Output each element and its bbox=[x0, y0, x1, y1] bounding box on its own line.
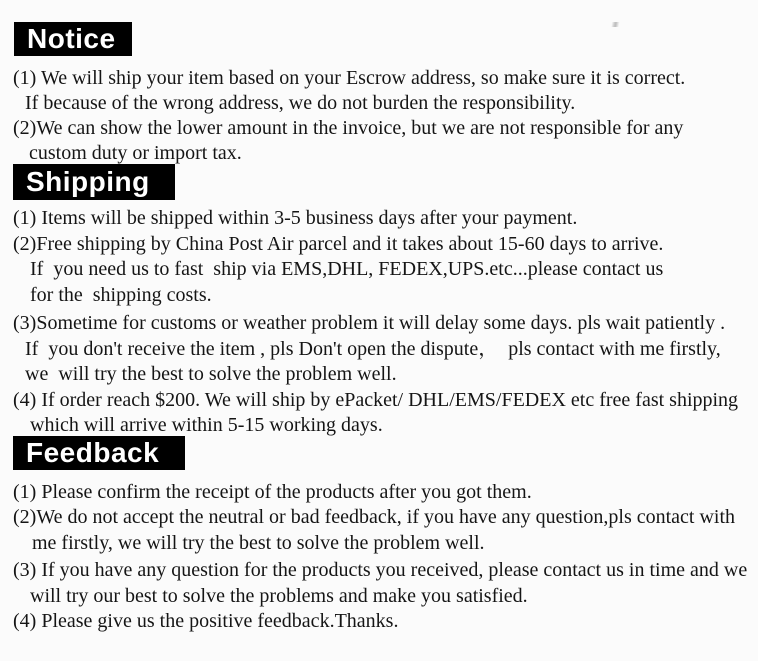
shipping-line-8: (4) If order reach $200. We will ship by ePacket/ DHL/EMS/FEDEX etc free fast shipping bbox=[13, 388, 739, 411]
notice-header: Notice bbox=[14, 22, 132, 56]
shipping-section bbox=[0, 164, 758, 439]
notice-line-4: custom duty or import tax. bbox=[29, 142, 242, 164]
shipping-lines bbox=[0, 206, 758, 439]
shipping-line-7: we will try the best to solve the problem well. bbox=[25, 363, 397, 385]
feedback-line-6: (4) Please give us the positive feedback.Thanks. bbox=[13, 610, 399, 632]
feedback-line-3: me firstly, we will try the best to solve the problem well. bbox=[32, 531, 485, 554]
shipping-line-3: If you need us to fast ship via EMS,DHL, FEDEX,UPS.etc...please contact us bbox=[30, 258, 664, 280]
shipping-line-5: (3)Sometime for customs or weather problem it will delay some days. pls wait patiently . bbox=[13, 312, 726, 334]
shipping-header: Shipping bbox=[13, 164, 175, 200]
feedback-line-2: (2)We do not accept the neutral or bad feedback, if you have any question,pls contact with bbox=[13, 506, 736, 528]
feedback-lines bbox=[0, 480, 758, 635]
shipping-line-4: for the shipping costs. bbox=[30, 283, 212, 306]
shipping-line-1: (1) Items will be shipped within 3-5 business days after your payment. bbox=[13, 207, 578, 229]
notice-line-3: (2)We can show the lower amount in the invoice, but we are not responsible for any bbox=[13, 117, 684, 139]
notice-line-2: If because of the wrong address, we do not burden the responsibility. bbox=[25, 92, 576, 114]
shipping-line-2: (2)Free shipping by China Post Air parcel and it takes about 15-60 days to arrive. bbox=[13, 232, 664, 255]
feedback-line-5: will try our best to solve the problems and make you satisfied. bbox=[30, 584, 528, 607]
notice-line-1: (1) We will ship your item based on your Escrow address, so make sure it is correct. bbox=[13, 67, 686, 89]
feedback-section bbox=[0, 436, 758, 635]
feedback-line-1: (1) Please confirm the receipt of the products after you got them. bbox=[13, 480, 532, 503]
notice-lines bbox=[0, 66, 758, 166]
notice-section bbox=[0, 22, 758, 166]
shipping-line-9: which will arrive within 5-15 working days. bbox=[30, 414, 383, 436]
shipping-line-6: If you don't receive the item , pls Don't open the dispute， pls contact with me firstly, bbox=[25, 337, 721, 360]
feedback-header: Feedback bbox=[13, 436, 185, 470]
feedback-line-4: (3) If you have any question for the products you received, please contact us in time and we bbox=[13, 559, 748, 581]
